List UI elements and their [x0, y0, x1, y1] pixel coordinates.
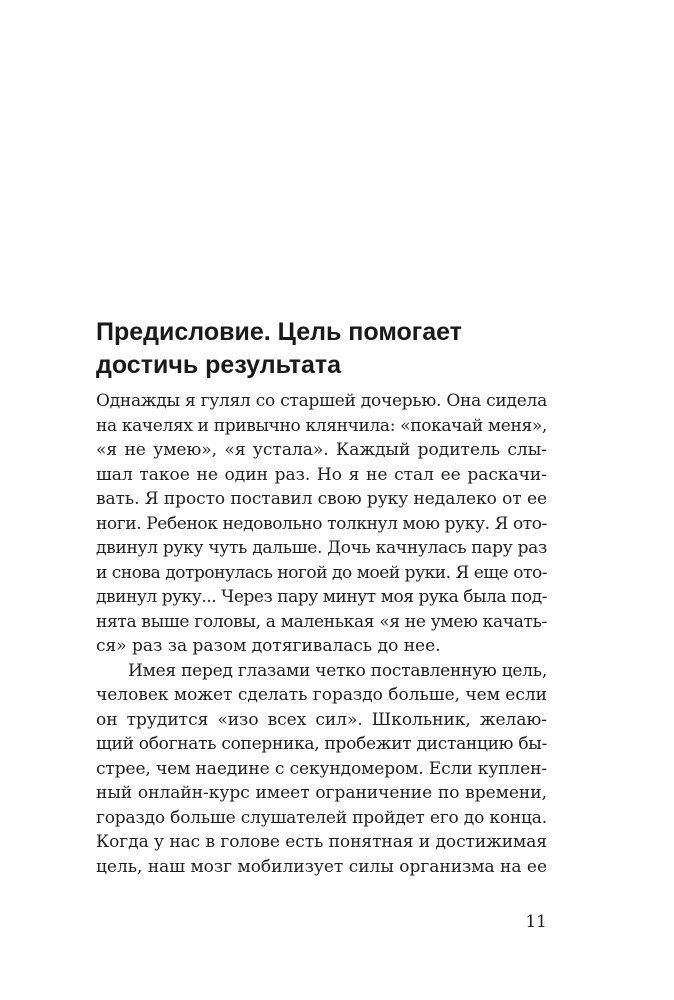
text-line: двинул руку... Через пару минут моя рука была под-: [96, 587, 547, 607]
text-line: человек может сделать гораздо больше, чем если: [96, 685, 547, 705]
text-line: шал такое не один раз. Но я не стал ее раскачи-: [96, 464, 547, 485]
paragraph-2: [96, 659, 547, 880]
text-line: «я не умею», «я устала». Каждый родитель слы-: [96, 440, 547, 460]
text-line: стрее, чем наедине с секундомером. Если куплен-: [96, 758, 547, 779]
text-line: ноги. Ребенок недовольно толкнул мою руку. Я ото-: [96, 513, 547, 534]
page-number: 11: [525, 912, 547, 932]
body-text: [96, 389, 547, 879]
text-line: цель, наш мозг мобилизует силы организма на ее: [96, 856, 548, 877]
chapter-heading-line: достичь результата: [96, 351, 342, 379]
chapter-heading: [96, 316, 566, 382]
text-line: ся» раз за разом дотягивалась до нее.: [96, 636, 441, 656]
text-line: он трудится «изо всех сил». Школьник, желаю-: [96, 709, 547, 730]
text-line: и снова дотронулась ногой до моей руки. Я еще ото-: [96, 562, 547, 583]
text-line: Однажды я гулял со старшей дочерью. Она сидела: [96, 391, 547, 411]
text-line: нята выше головы, а маленькая «я не умею качать-: [96, 611, 547, 632]
text-line: щий обогнать соперника, пробежит дистанцию бы-: [96, 734, 547, 754]
paragraph-1: [96, 389, 547, 659]
text-line: Имея перед глазами четко поставленную цель,: [128, 660, 547, 681]
text-line: вать. Я просто поставил свою руку недалеко от ее: [96, 489, 547, 509]
text-line: на качелях и привычно клянчила: «покачай меня»,: [96, 415, 547, 436]
text-line: ный онлайн-курс имеет ограничение по времени,: [96, 783, 547, 803]
text-line: двинул руку чуть дальше. Дочь качнулась пару раз: [96, 538, 547, 558]
text-line: Когда у нас в голове есть понятная и достижимая: [96, 832, 547, 852]
text-line: гораздо больше слушателей пройдет его до конца.: [96, 807, 547, 828]
chapter-heading-line: Предисловие. Цель помогает: [96, 318, 462, 346]
